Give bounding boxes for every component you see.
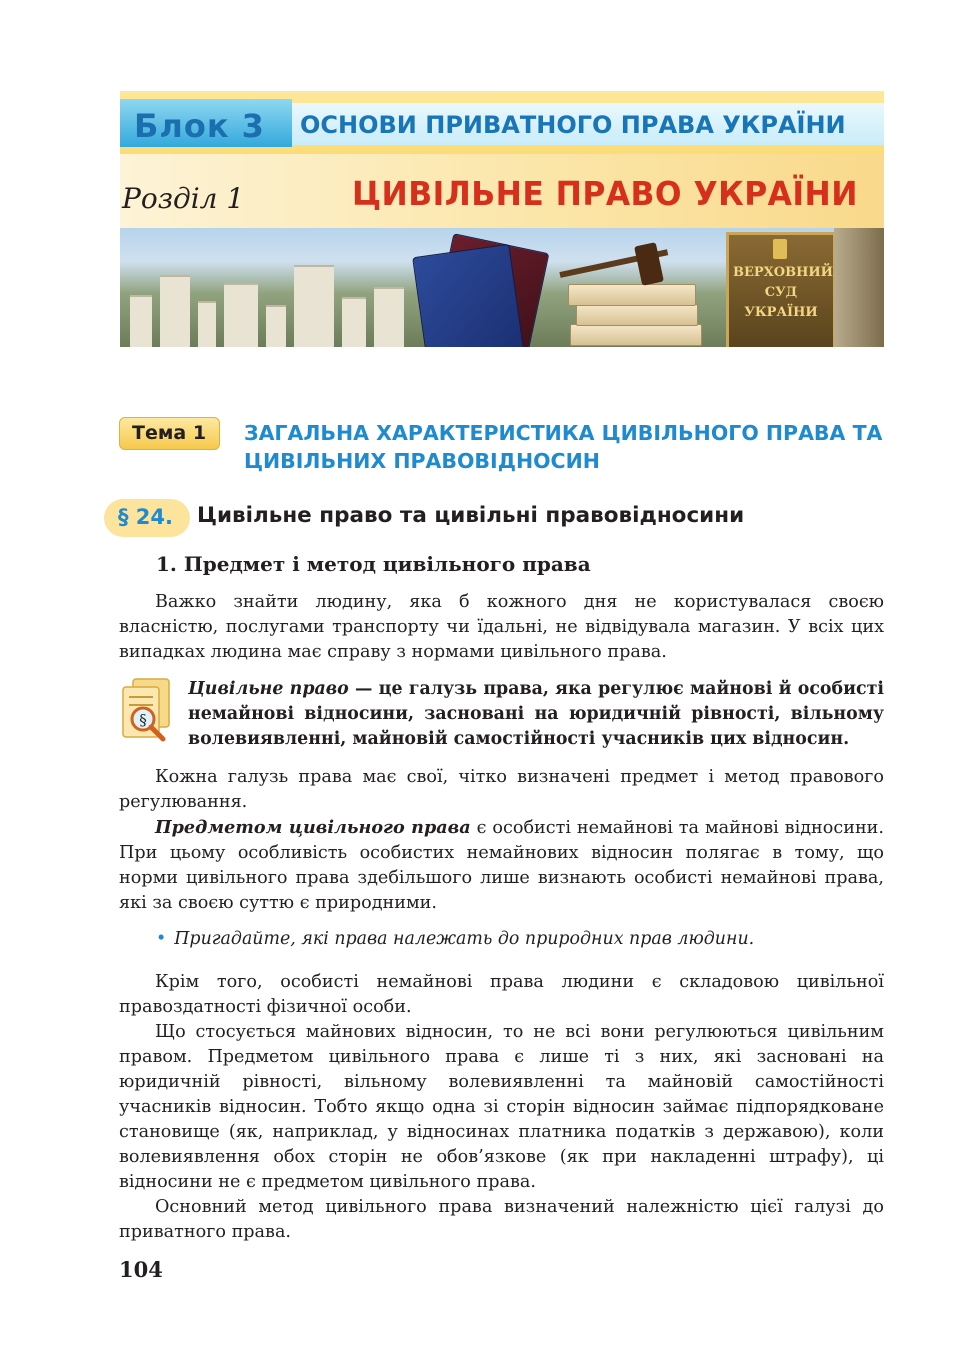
building-shape — [160, 275, 190, 347]
page-number: 104 — [119, 1257, 163, 1282]
body-paragraph: Що стосується майнових відносин, то не всі вони регулюються цивільним правом. Предметом цивільного права є лише ті з них, які засновані на юридичній рівності, вільному волевиявленні та майновій самостійності учасників відносин. Тобто якщо одна зі сторін відносин займає підпорядковане становище (як, наприклад, у відносинах платника податків з державою), коли волевиявлення обох сторін не обов’язкове (як при накладенні штрафу), ці відносини не є предметом цивільного права. — [119, 1022, 884, 1192]
subject-text: є особисті немайнові та майнові відносини. При цьому особливість особистих немайнових відносин полягає в тому, що норми цивільного права здебільшого лише визнають особисті немайнові права, які за своєю суттю є природними. — [119, 818, 884, 913]
supreme-court-plaque — [726, 232, 836, 347]
reflection-question-text: Пригадайте, які права належать до природних прав людини. — [174, 929, 755, 949]
paragraph-badge — [104, 499, 190, 537]
subject-term: Предметом цивільного права — [155, 817, 471, 838]
body-paragraph: Основний метод цивільного права визначений належністю цієї галузі до приватного права. — [119, 1197, 884, 1242]
book-shape — [576, 304, 698, 326]
reflection-question — [156, 929, 754, 949]
bullet-dot-icon: • — [156, 929, 167, 949]
chapter-banner — [120, 91, 884, 347]
book-shape — [568, 284, 696, 306]
body-text-block — [119, 970, 884, 1245]
topic-badge — [119, 417, 220, 450]
book-shape — [570, 324, 702, 346]
topic-badge-label: Тема 1 — [132, 422, 207, 444]
block-label: Блок 3 — [134, 107, 265, 145]
body-paragraph — [119, 815, 884, 916]
section-subtitle: 1. Предмет і метод цивільного права — [156, 552, 591, 576]
section-label: Розділ 1 — [122, 182, 245, 215]
building-shape — [198, 301, 216, 347]
definition-term: Цивільне право — [188, 679, 349, 699]
section-header — [120, 154, 884, 228]
body-paragraph: Крім того, особисті немайнові права людини є складовою цивільної правоздатності фізичної особи. — [119, 972, 884, 1017]
passport-image — [412, 244, 526, 347]
document-law-icon — [119, 677, 175, 743]
building-shape — [130, 295, 152, 347]
trident-icon — [773, 239, 787, 259]
definition-text: — це галузь права, яка регулює майнові й особисті немайнові відносини, засновані на юридичній рівності, вільному волевиявленні, майновій самостійності учасників цих відносин. — [188, 679, 884, 749]
definition-box — [188, 677, 884, 752]
topic-title: ЗАГАЛЬНА ХАРАКТЕРИСТИКА ЦИВІЛЬНОГО ПРАВА ТА ЦИВІЛЬНИХ ПРАВОВІДНОСИН — [244, 421, 883, 473]
building-shape — [266, 305, 286, 347]
body-paragraph: Кожна галузь права має свої, чітко визначені предмет і метод правового регулювання. — [119, 767, 884, 812]
body-text-block — [119, 590, 884, 665]
paragraph-title: Цивільне право та цивільні правовідносини — [197, 503, 745, 528]
paragraph-number: § 24. — [118, 505, 174, 529]
block-header — [120, 91, 884, 154]
body-text-block — [119, 765, 884, 916]
banner-photo-collage — [120, 228, 884, 347]
building-shape — [374, 287, 404, 347]
block-title: ОСНОВИ ПРИВАТНОГО ПРАВА УКРАЇНИ — [300, 111, 846, 139]
building-shape — [294, 265, 334, 347]
building-wall — [834, 228, 884, 347]
section-title: ЦИВІЛЬНЕ ПРАВО УКРАЇНИ — [352, 174, 858, 213]
building-shape — [342, 297, 366, 347]
building-shape — [224, 283, 258, 347]
body-paragraph: Важко знайти людину, яка б кожного дня не користувалася своєю власністю, послугами транспорту чи їдальні, не відвідувала магазин. У всіх цих випадках людина має справу з нормами цивільного права. — [119, 592, 884, 662]
gavel-icon — [634, 242, 664, 286]
plaque-text: ВЕРХОВНИЙ СУД УКРАЇНИ — [733, 265, 833, 320]
block-title-strip — [292, 103, 884, 145]
block-label-tag — [120, 99, 292, 147]
svg-text:§: § — [139, 711, 147, 729]
